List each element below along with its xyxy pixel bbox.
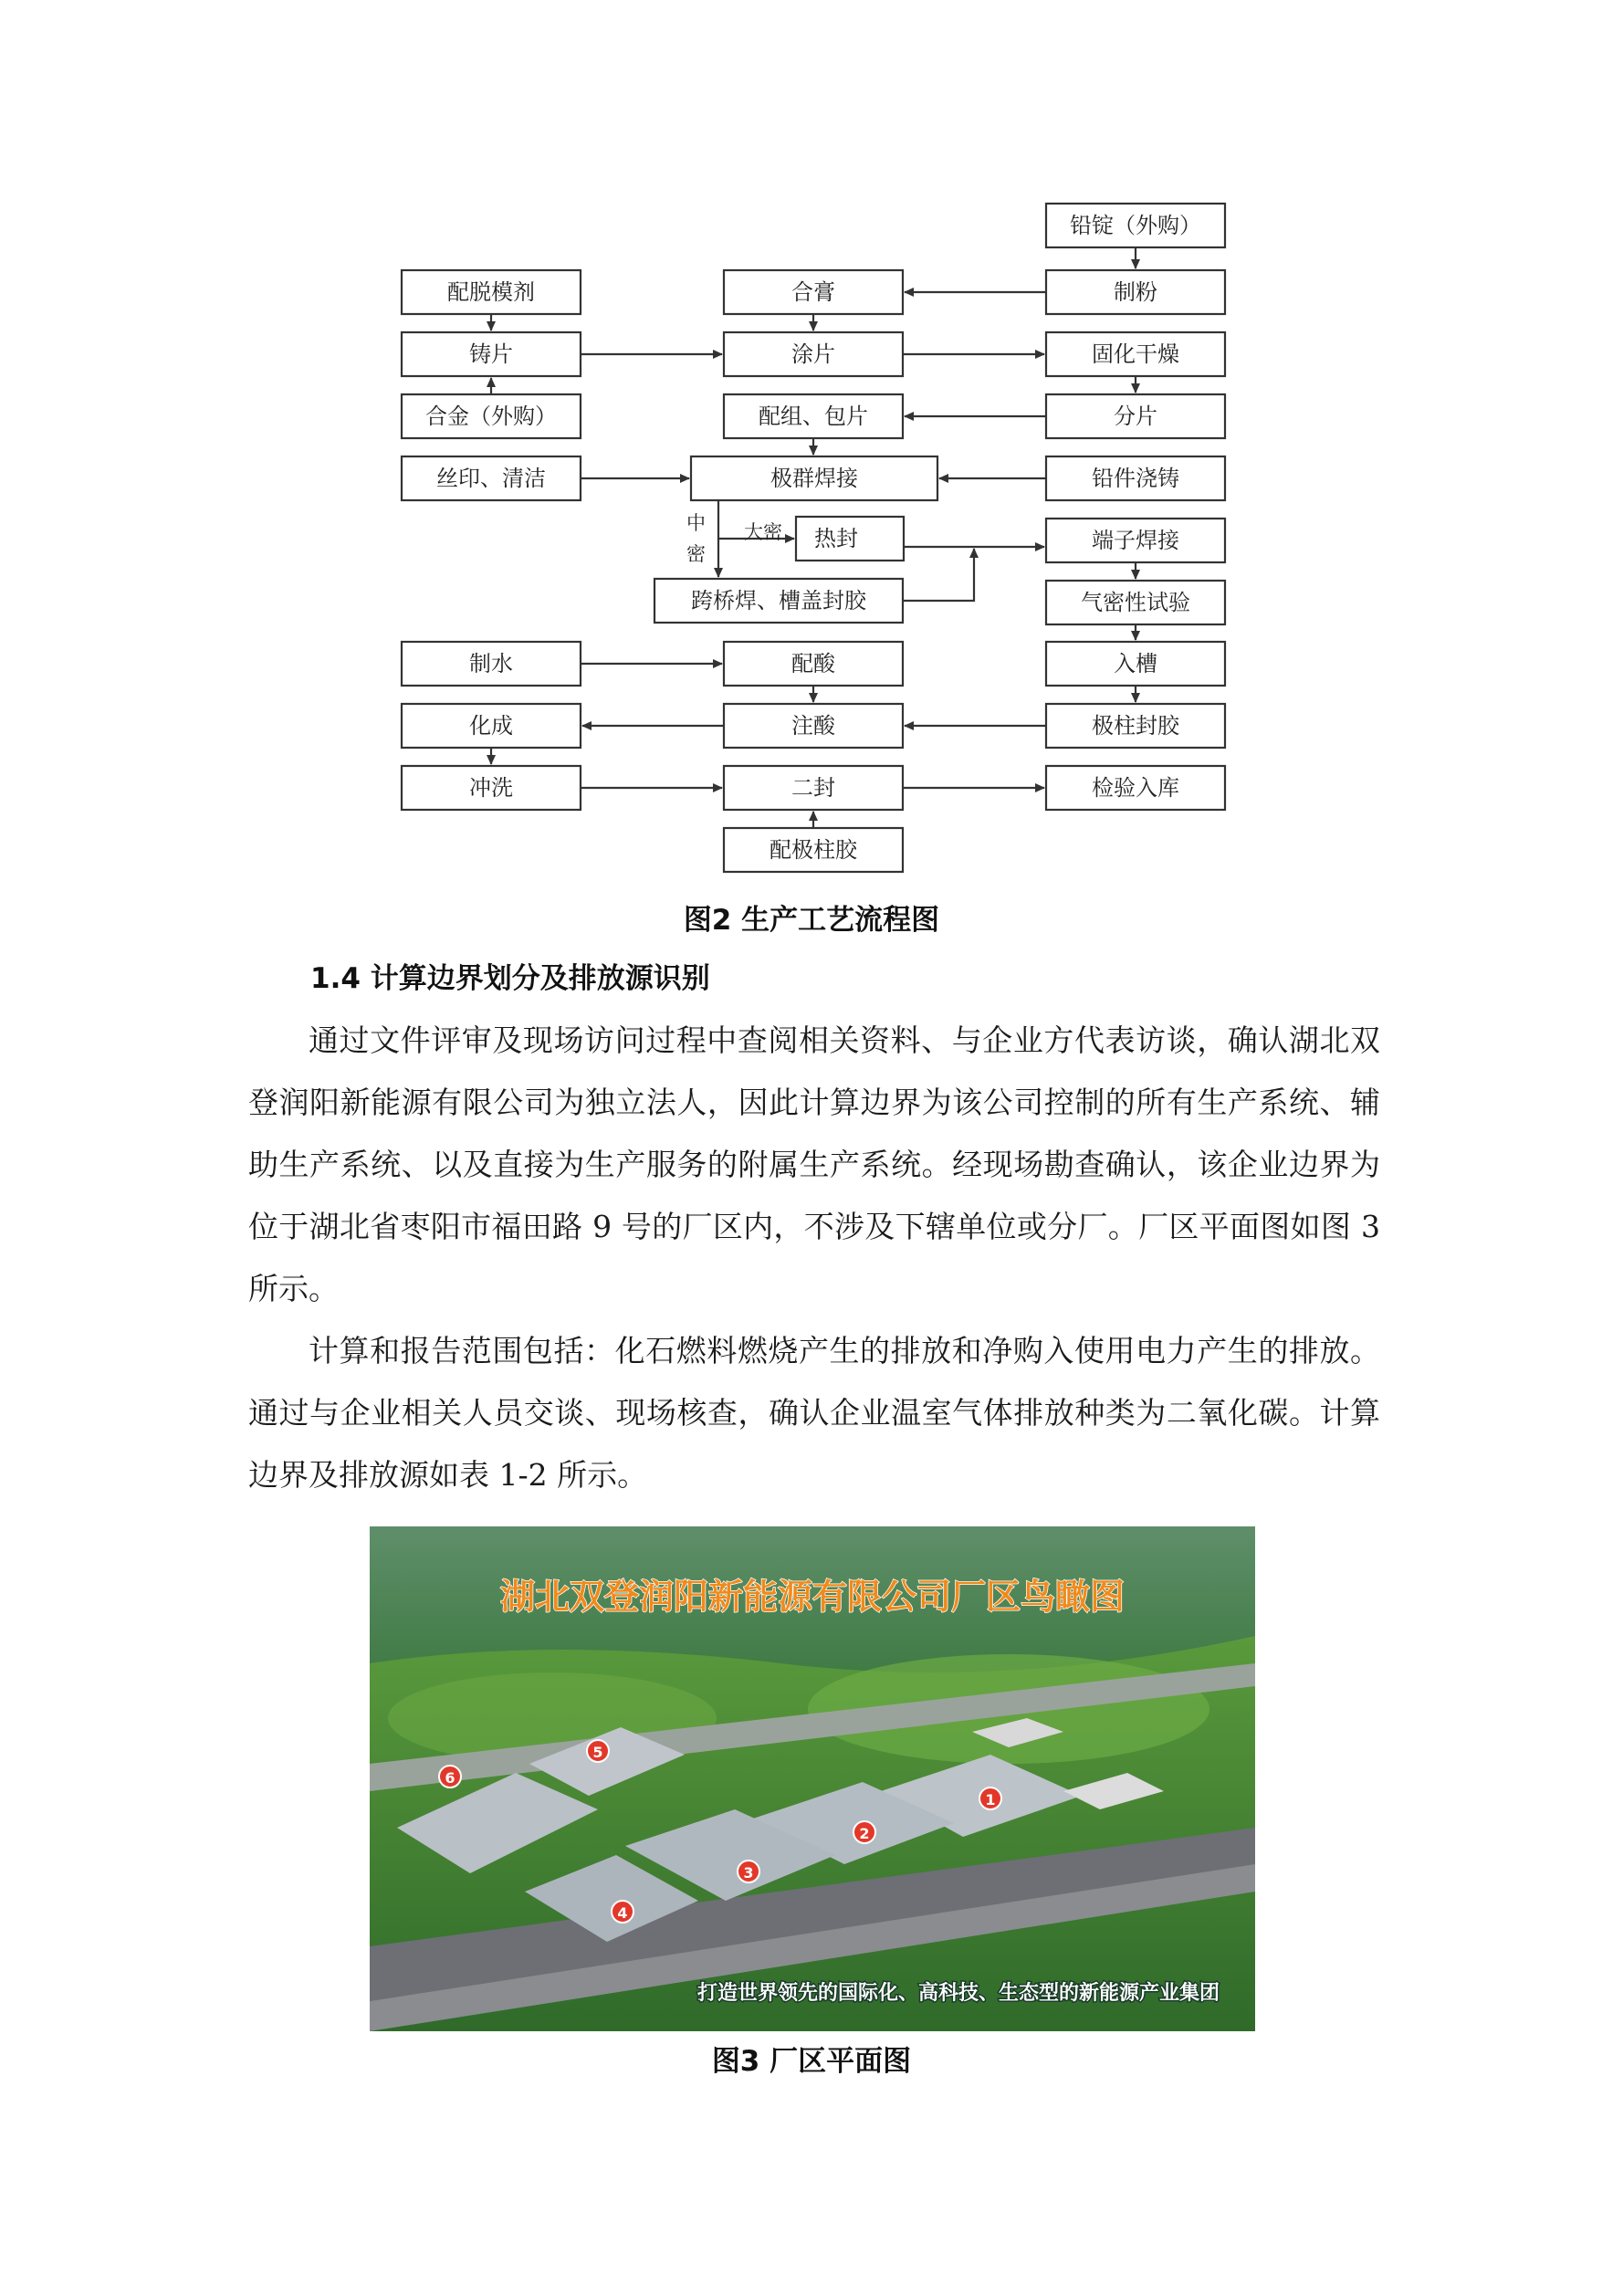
- label-zhong: 中: [686, 512, 706, 534]
- svg-text:铸片: 铸片: [469, 341, 513, 367]
- section-heading: 1.4 计算边界划分及排放源识别: [310, 962, 710, 995]
- label-mi: 密: [686, 543, 706, 565]
- box-qimi: [1046, 581, 1225, 624]
- box-zhusuan: [724, 704, 903, 748]
- label-dami: 大密: [744, 521, 782, 543]
- box-siyin: [402, 456, 581, 500]
- process-flowchart: [0, 0, 1623, 913]
- box-zhishui: [402, 642, 581, 686]
- box-jianyan: [1046, 766, 1225, 810]
- svg-text:配组、包片: 配组、包片: [759, 404, 868, 429]
- box-zhifen: [1046, 270, 1225, 314]
- box-refeng: [796, 517, 904, 561]
- factory-aerial-image: [370, 1526, 1255, 2031]
- box-erfeng: [724, 766, 903, 810]
- svg-text:跨桥焊、槽盖封胶: 跨桥焊、槽盖封胶: [691, 588, 866, 613]
- box-zhupian: [402, 332, 581, 376]
- svg-text:1: 1: [985, 1791, 996, 1808]
- svg-text:二封: 二封: [791, 775, 835, 801]
- box-fenpian: [1046, 394, 1225, 438]
- svg-text:注酸: 注酸: [791, 713, 835, 739]
- svg-text:制水: 制水: [469, 651, 513, 676]
- svg-text:热封: 热封: [814, 526, 858, 551]
- zone-marker-5: [587, 1740, 609, 1762]
- box-peijizhu: [724, 828, 903, 872]
- svg-text:检验入库: 检验入库: [1092, 775, 1179, 801]
- svg-text:冲洗: 冲洗: [469, 775, 513, 801]
- paragraph-1: 通过文件评审及现场访问过程中查阅相关资料、与企业方代表访谈，确认湖北双登润阳新能源有限公司为独立法人，因此计算边界为该公司控制的所有生产系统、辅助生产系统、以及直接为生产服务的附属生产系统。经现场勘查确认，该企业边界为位于湖北省枣阳市福田路 9 号的厂区内，不涉及下辖单位或分厂。厂区平面图如图 3 所示。: [248, 1022, 1380, 1306]
- box-qianjian: [1046, 456, 1225, 500]
- box-jiqun: [691, 456, 937, 500]
- svg-text:入槽: 入槽: [1114, 651, 1157, 676]
- svg-text:配酸: 配酸: [791, 651, 835, 676]
- box-chongxi: [402, 766, 581, 810]
- svg-text:分片: 分片: [1114, 404, 1157, 429]
- fig3-caption: 图3 厂区平面图: [711, 2045, 912, 2078]
- zone-marker-2: [853, 1821, 875, 1843]
- svg-text:2: 2: [859, 1825, 870, 1842]
- box-peituomoji: [402, 270, 581, 314]
- svg-text:4: 4: [617, 1904, 628, 1922]
- fig2-caption: 图2 生产工艺流程图: [683, 904, 940, 937]
- box-hegao: [724, 270, 903, 314]
- box-kuaqiao: [654, 579, 903, 623]
- svg-text:配极柱胶: 配极柱胶: [770, 837, 857, 863]
- svg-text:固化干燥: 固化干燥: [1092, 341, 1179, 367]
- svg-text:合金（外购）: 合金（外购）: [425, 404, 557, 429]
- svg-text:丝印、清洁: 丝印、清洁: [436, 466, 546, 491]
- box-jizhu: [1046, 704, 1225, 748]
- svg-text:铅件浇铸: 铅件浇铸: [1092, 466, 1179, 491]
- box-rucao: [1046, 642, 1225, 686]
- box-duanzi: [1046, 519, 1225, 562]
- svg-text:合膏: 合膏: [791, 279, 835, 305]
- svg-text:极柱封胶: 极柱封胶: [1092, 713, 1179, 739]
- svg-text:端子焊接: 端子焊接: [1092, 528, 1179, 553]
- box-huacheng: [402, 704, 581, 748]
- zone-marker-6: [439, 1766, 461, 1788]
- aerial-title: 湖北双登润阳新能源有限公司厂区鸟瞰图: [499, 1577, 1126, 1617]
- svg-text:气密性试验: 气密性试验: [1081, 590, 1190, 615]
- aerial-slogan: 打造世界领先的国际化、高科技、生态型的新能源产业集团: [696, 1982, 1220, 2005]
- box-guhua: [1046, 332, 1225, 376]
- svg-text:涂片: 涂片: [791, 341, 835, 367]
- svg-text:极群焊接: 极群焊接: [770, 466, 858, 491]
- zone-marker-4: [612, 1901, 633, 1923]
- svg-text:6: 6: [445, 1769, 455, 1787]
- zone-marker-1: [979, 1788, 1001, 1809]
- box-hejin: [402, 394, 581, 438]
- svg-text:化成: 化成: [469, 713, 513, 739]
- paragraph-2: 计算和报告范围包括：化石燃料燃烧产生的排放和净购入使用电力产生的排放。通过与企业相关人员交谈、现场核查，确认企业温室气体排放种类为二氧化碳。计算边界及排放源如表 1-2 所示。: [248, 1333, 1380, 1493]
- box-qianding: [1046, 204, 1225, 247]
- zone-marker-3: [738, 1861, 759, 1882]
- svg-text:配脱模剂: 配脱模剂: [447, 279, 535, 305]
- svg-text:5: 5: [592, 1744, 603, 1761]
- box-peizu: [724, 394, 903, 438]
- svg-text:3: 3: [743, 1864, 754, 1882]
- box-peisuan: [724, 642, 903, 686]
- svg-text:铅锭（外购）: 铅锭（外购）: [1070, 213, 1201, 238]
- box-tupian: [724, 332, 903, 376]
- svg-text:制粉: 制粉: [1114, 279, 1157, 305]
